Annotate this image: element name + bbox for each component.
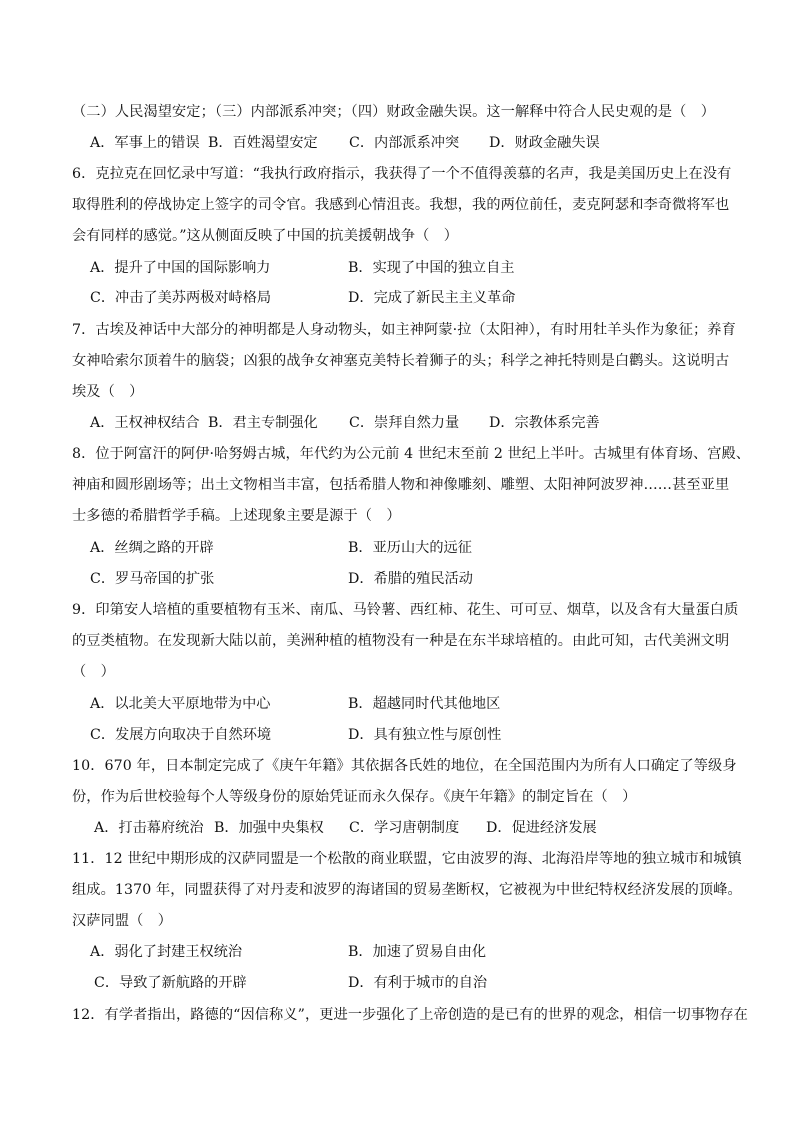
question-11-line-3: 汉萨同盟（ ）: [72, 913, 173, 929]
question-11-line-2: 组成。1370 年，同盟获得了对丹麦和波罗的海诸国的贸易垄断权，它被视为中世纪特权经济发展的顶峰。: [72, 882, 742, 898]
q10-option-a: A．打击幕府统治: [94, 820, 204, 836]
q9-option-c: C．发展方向取决于自然环境: [90, 727, 272, 743]
question-9-line-2: 的豆类植物。在发现新大陆以前，美洲种植的植物没有一种是在东半球培植的。由此可知，古代美洲文明: [72, 633, 730, 649]
q10-option-d: D．促进经济发展: [486, 820, 597, 836]
q5-option-c: C．内部派系冲突: [349, 135, 460, 151]
q6-option-b: B．实现了中国的独立自主: [348, 260, 515, 276]
q6-option-a: A．提升了中国的国际影响力: [90, 260, 271, 276]
q5-option-d: D．财政金融失误: [489, 135, 600, 151]
q7-option-b: B．君主专制强化: [208, 415, 318, 431]
q11-option-c: C．导致了新航路的开辟: [94, 975, 247, 991]
q5-option-b: B．百姓渴望安定: [208, 135, 318, 151]
q9-option-a: A．以北美大平原地带为中心: [90, 696, 271, 712]
q11-option-a: A．弱化了封建王权统治: [90, 944, 243, 960]
q6-option-c: C．冲击了美苏两极对峙格局: [90, 290, 272, 306]
question-8-line-2: 神庙和圆形剧场等；出土文物相当丰富，包括希腊人物和神像雕刻、雕塑、太阳神阿波罗神……甚至亚里: [72, 477, 730, 493]
question-8-line-1: 8．位于阿富汗的阿伊·哈努姆古城，年代约为公元前 4 世纪末至前 2 世纪上半叶。古城里有体育场、宫殿、: [72, 446, 751, 462]
q8-option-c: C．罗马帝国的扩张: [90, 571, 215, 587]
q8-option-d: D．希腊的殖民活动: [348, 571, 473, 587]
q8-option-a: A．丝绸之路的开辟: [90, 540, 214, 556]
question-7-line-3: 埃及（ ）: [72, 384, 144, 400]
question-8-line-3: 士多德的希腊哲学手稿。上述现象主要是源于（ ）: [72, 508, 401, 524]
q8-option-b: B．亚历山大的远征: [348, 540, 472, 556]
question-5-text: （二）人民渴望安定；（三）内部派系冲突；（四）财政金融失误。这一解释中符合人民史观的是（ ）: [72, 104, 716, 120]
q11-option-b: B．加速了贸易自由化: [348, 944, 487, 960]
question-9-line-3: （ ）: [72, 664, 115, 680]
question-6-line-3: 会有同样的感觉。”这从侧面反映了中国的抗美援朝战争（ ）: [72, 228, 459, 244]
question-10-line-2: 份，作为后世校验每个人等级身份的原始凭证而永久保存。《庚午年籍》的制定旨在（ ）: [72, 789, 637, 805]
q7-option-a: A．王权神权结合: [90, 415, 200, 431]
q9-option-b: B．超越同时代其他地区: [348, 696, 501, 712]
question-12-line-1: 12．有学者指出，路德的“因信称义”，更进一步强化了上帝创造的是已有的世界的观念，相信一切事物存在: [72, 1007, 748, 1023]
question-6-line-1: 6．克拉克在回忆录中写道：“我执行政府指示，我获得了一个不值得羡慕的名声，我是美国历史上在没有: [72, 166, 732, 182]
question-9-line-1: 9．印第安人培植的重要植物有玉米、南瓜、马铃薯、西红柿、花生、可可豆、烟草，以及含有大量蛋白质: [72, 602, 739, 618]
question-11-line-1: 11．12 世纪中期形成的汉萨同盟是一个松散的商业联盟，它由波罗的海、北海沿岸等地的独立城市和城镇: [72, 851, 742, 867]
q6-option-d: D．完成了新民主主义革命: [348, 290, 516, 306]
q7-option-c: C．崇拜自然力量: [349, 415, 460, 431]
question-7-line-1: 7．古埃及神话中大部分的神明都是人身动物头，如主神阿蒙·拉（太阳神），有时用牡羊头作为象征；养育: [72, 322, 736, 338]
q10-option-b: B．加强中央集权: [214, 820, 324, 836]
q7-option-d: D．宗教体系完善: [489, 415, 600, 431]
q10-option-c: C．学习唐朝制度: [349, 820, 460, 836]
q5-option-a: A．军事上的错误: [90, 135, 200, 151]
question-6-line-2: 取得胜利的停战协定上签字的司令官。我感到心情沮丧。我想，我的两位前任，麦克阿瑟和李奇微将军也: [72, 197, 730, 213]
question-7-line-2: 女神哈索尔顶着牛的脑袋；凶狠的战争女神塞克美特长着狮子的头；科学之神托特则是白鹳头。这说明古: [72, 353, 730, 369]
q11-option-d: D．有利于城市的自治: [348, 975, 488, 991]
question-10-line-1: 10．670 年，日本制定完成了《庚午年籍》其依据各氏姓的地位，在全国范围内为所有人口确定了等级身: [72, 758, 737, 774]
q9-option-d: D．具有独立性与原创性: [348, 727, 502, 743]
